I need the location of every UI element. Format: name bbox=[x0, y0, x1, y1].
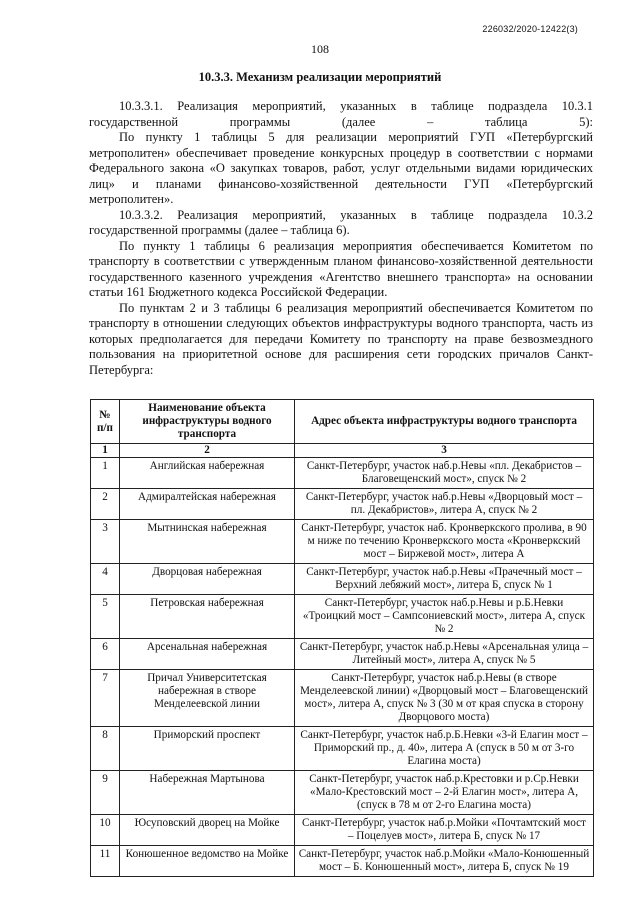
header-address: Адрес объекта инфраструктуры водного транспорта bbox=[295, 400, 594, 444]
column-number: 3 bbox=[295, 444, 594, 458]
column-number: 1 bbox=[91, 444, 120, 458]
table-row bbox=[91, 670, 594, 727]
object-name: Мытнинская набережная bbox=[120, 520, 295, 564]
object-name: Юсуповский дворец на Мойке bbox=[120, 815, 295, 846]
document-number: 226032/2020-12422(3) bbox=[482, 24, 578, 34]
table-row bbox=[91, 595, 594, 639]
object-name: Приморский проспект bbox=[120, 727, 295, 771]
table-row bbox=[91, 520, 594, 564]
object-address: Санкт-Петербург, участок наб.р.Невы и р.Б.Невки «Троицкий мост – Сампсониевский мост», литера А, спуск № 2 bbox=[295, 595, 594, 639]
paragraph-table6-item1: По пункту 1 таблицы 6 реализация мероприятия обеспечивается Комитетом по транспорту в соответствии с утвержденным планом финансово-хозяйственной деятельности государственного казенного учреждения «Агентство внешнего транспорта» на основании статьи 161 Бюджетного кодекса Российской Федерации. bbox=[89, 238, 593, 299]
row-number: 6 bbox=[91, 639, 120, 670]
table-row bbox=[91, 564, 594, 595]
column-number: 2 bbox=[120, 444, 295, 458]
table-row bbox=[91, 639, 594, 670]
row-number: 1 bbox=[91, 458, 120, 489]
object-address: Санкт-Петербург, участок наб.р.Б.Невки «3-й Елагин мост – Приморский пр., д. 40», литера А (спуск в 50 м от 3-го Елагина моста) bbox=[295, 727, 594, 771]
row-number: 7 bbox=[91, 670, 120, 727]
object-name: Арсенальная набережная bbox=[120, 639, 295, 670]
table-body bbox=[91, 458, 594, 877]
row-number: 9 bbox=[91, 771, 120, 815]
page-number: 108 bbox=[311, 42, 329, 56]
body-text bbox=[89, 99, 593, 378]
table-row bbox=[91, 771, 594, 815]
object-name: Дворцовая набережная bbox=[120, 564, 295, 595]
section-title: 10.3.3. Механизм реализации мероприятий bbox=[198, 70, 442, 84]
table-row bbox=[91, 846, 594, 877]
object-name: Набережная Мартынова bbox=[120, 771, 295, 815]
object-address: Санкт-Петербург, участок наб.р.Невы «пл. Декабристов – Благовещенский мост», спуск № 2 bbox=[295, 458, 594, 489]
header-num: № п/п bbox=[91, 400, 120, 444]
object-address: Санкт-Петербург, участок наб.р.Невы «Прачечный мост – Верхний лебяжий мост», литера Б, спуск № 1 bbox=[295, 564, 594, 595]
object-name: Английская набережная bbox=[120, 458, 295, 489]
row-number: 2 bbox=[91, 489, 120, 520]
table-row bbox=[91, 727, 594, 771]
paragraph-table6-items2-3: По пунктам 2 и 3 таблицы 6 реализация мероприятий обеспечивается Комитетом по транспорту в отношении следующих объектов инфраструктуры водного транспорта, часть из которых предполагается для передачи Комитету по транспорту на праве безвозмездного пользования на приоритетной основе для расширения сети городских причалов Санкт-Петербурга: bbox=[89, 300, 593, 377]
object-address: Санкт-Петербург, участок наб.р.Невы «Дворцовый мост – пл. Декабристов», литера А, спуск № 2 bbox=[295, 489, 594, 520]
paragraph-10-3-3-2: 10.3.3.2. Реализация мероприятий, указанных в таблице подраздела 10.3.2 государственной программы (далее – таблица 6). bbox=[89, 207, 593, 237]
row-number: 8 bbox=[91, 727, 120, 771]
table-row bbox=[91, 458, 594, 489]
object-address: Санкт-Петербург, участок наб.р.Мойки «Мало-Конюшенный мост – Б. Конюшенный мост», литера Б, спуск № 19 bbox=[295, 846, 594, 877]
object-address: Санкт-Петербург, участок наб.р.Невы (в створе Менделеевской линии) «Дворцовый мост – Благовещенский мост», литера А, спуск № 3 (30 м от края спуска в сторону Дворцового моста) bbox=[295, 670, 594, 727]
table-row bbox=[91, 489, 594, 520]
table-header-row bbox=[91, 400, 594, 444]
object-address: Санкт-Петербург, участок наб.р.Крестовки и р.Ср.Невки «Мало-Крестовский мост – 2-й Елагин мост», литера А, (спуск в 78 м от 2-го Елагина моста) bbox=[295, 771, 594, 815]
object-address: Санкт-Петербург, участок наб. Кронверкского пролива, в 90 м ниже по течению Кронверкского моста «Кронверкский мост – Биржевой мост», литера А bbox=[295, 520, 594, 564]
row-number: 5 bbox=[91, 595, 120, 639]
row-number: 10 bbox=[91, 815, 120, 846]
infrastructure-table bbox=[90, 399, 594, 877]
object-name: Конюшенное ведомство на Мойке bbox=[120, 846, 295, 877]
object-address: Санкт-Петербург, участок наб.р.Невы «Арсенальная улица – Литейный мост», литера А, спуск № 5 bbox=[295, 639, 594, 670]
object-name: Причал Университетская набережная в створе Менделеевской линии bbox=[120, 670, 295, 727]
object-name: Адмиралтейская набережная bbox=[120, 489, 295, 520]
object-address: Санкт-Петербург, участок наб.р.Мойки «Почтамтский мост – Поцелуев мост», литера Б, спуск № 17 bbox=[295, 815, 594, 846]
object-name: Петровская набережная bbox=[120, 595, 295, 639]
row-number: 4 bbox=[91, 564, 120, 595]
row-number: 11 bbox=[91, 846, 120, 877]
table-row bbox=[91, 815, 594, 846]
paragraph-10-3-3-1: 10.3.3.1. Реализация мероприятий, указанных в таблице подраздела 10.3.1 государственной программы (далее – таблица 5): bbox=[89, 99, 593, 129]
header-name: Наименование объекта инфраструктуры водного транспорта bbox=[120, 400, 295, 444]
column-number-row bbox=[91, 444, 594, 458]
paragraph-table5-item1: По пункту 1 таблицы 5 для реализации мероприятий ГУП «Петербургский метрополитен» обеспечивает проведение конкурсных процедур в соответствии с нормами Федерального закона «О закупках товаров, работ, услуг отдельными видами юридических лиц» и планами финансово-хозяйственной деятельности ГУП «Петербургский метрополитен». bbox=[89, 130, 593, 206]
row-number: 3 bbox=[91, 520, 120, 564]
